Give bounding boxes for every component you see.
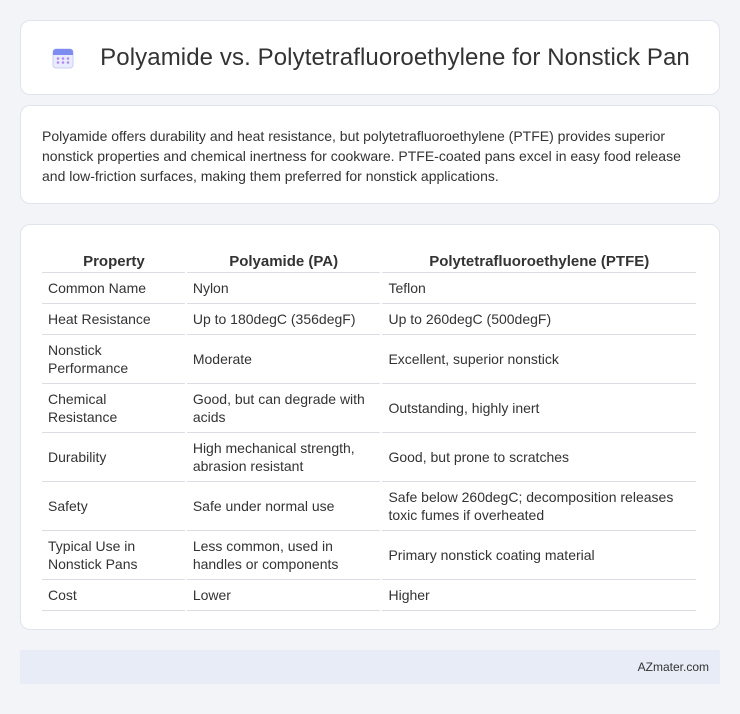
- cell-polyamide: Up to 180degC (356degF): [186, 303, 382, 334]
- table-row: [42, 481, 697, 530]
- header-property: Property: [42, 245, 186, 272]
- cell-polyamide: High mechanical strength, abrasion resistant: [186, 432, 382, 481]
- footer-brand: AZmater.com: [637, 660, 709, 674]
- table-row: [42, 303, 697, 334]
- cell-ptfe: Teflon: [381, 272, 697, 303]
- table-row: [42, 579, 697, 610]
- cell-property: Heat Resistance: [42, 303, 186, 334]
- header-card: [20, 20, 720, 95]
- page-title: Polyamide vs. Polytetrafluoroethylene for Nonstick Pan: [100, 43, 690, 71]
- cell-ptfe: Primary nonstick coating material: [381, 530, 697, 579]
- calendar-icon: [50, 45, 76, 71]
- cell-property: Safety: [42, 481, 186, 530]
- table-row: [42, 272, 697, 303]
- cell-property: Chemical Resistance: [42, 383, 186, 432]
- intro-card: [20, 105, 720, 204]
- cell-ptfe: Outstanding, highly inert: [381, 383, 697, 432]
- comparison-card: [20, 224, 720, 630]
- cell-ptfe: Excellent, superior nonstick: [381, 334, 697, 383]
- cell-property: Cost: [42, 579, 186, 610]
- cell-polyamide: Nylon: [186, 272, 382, 303]
- header-polyamide: Polyamide (PA): [186, 245, 382, 272]
- table-header-row: [42, 245, 697, 272]
- cell-ptfe: Good, but prone to scratches: [381, 432, 697, 481]
- cell-property: Nonstick Performance: [42, 334, 186, 383]
- cell-ptfe: Up to 260degC (500degF): [381, 303, 697, 334]
- intro-text: Polyamide offers durability and heat resistance, but polytetrafluoroethylene (PTFE) provides superior nonstick properties and chemical inertness for cookware. PTFE-coated pans excel in easy food release and low-friction surfaces, making them preferred for nonstick applications.: [42, 128, 681, 184]
- table-row: [42, 530, 697, 579]
- cell-polyamide: Safe under normal use: [186, 481, 382, 530]
- cell-ptfe: Higher: [381, 579, 697, 610]
- cell-polyamide: Lower: [186, 579, 382, 610]
- cell-polyamide: Moderate: [186, 334, 382, 383]
- footer-bar: [20, 650, 720, 684]
- comparison-table: [42, 245, 698, 611]
- table-row: [42, 432, 697, 481]
- cell-polyamide: Less common, used in handles or components: [186, 530, 382, 579]
- cell-polyamide: Good, but can degrade with acids: [186, 383, 382, 432]
- cell-property: Durability: [42, 432, 186, 481]
- table-row: [42, 383, 697, 432]
- cell-property: Typical Use in Nonstick Pans: [42, 530, 186, 579]
- header-ptfe: Polytetrafluoroethylene (PTFE): [381, 245, 697, 272]
- table-row: [42, 334, 697, 383]
- cell-property: Common Name: [42, 272, 186, 303]
- cell-ptfe: Safe below 260degC; decomposition releases toxic fumes if overheated: [381, 481, 697, 530]
